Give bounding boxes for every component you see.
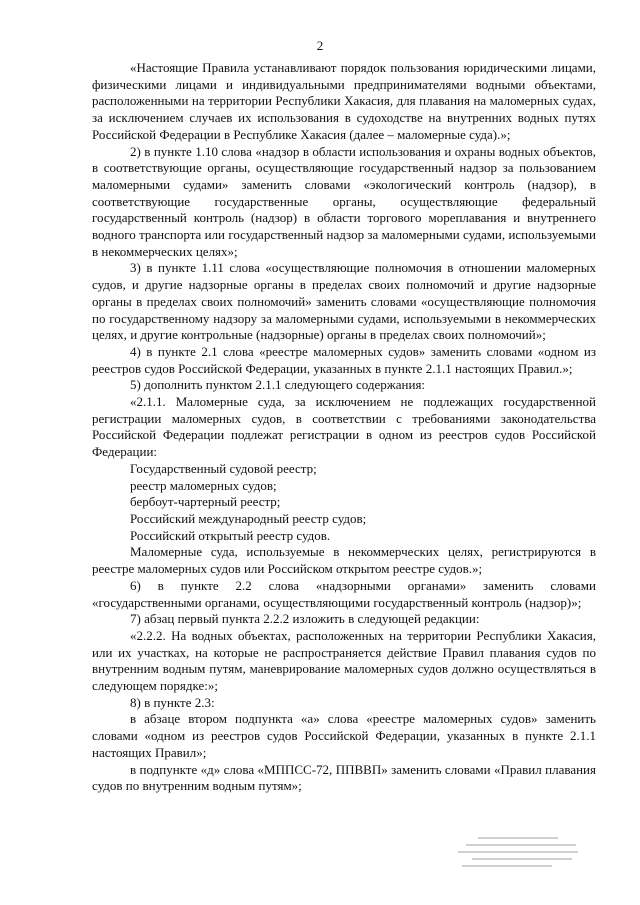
- paragraph: в подпункте «д» слова «МППСС-72, ППВВП» заменить словами «Правил плавания судов по внутренним водным путям»;: [92, 761, 596, 794]
- list-item: Российский международный реестр судов;: [130, 510, 367, 526]
- page-number: 2: [316, 38, 324, 53]
- paragraph: «Настоящие Правила устанавливают порядок пользования юридическими лицами, физическими лицами и индивидуальными предпринимателями водными объектами, расположенными на территории Республики Хакасия, для плавания на маломерных судах, за исключением случаев их использования в судоходстве на внутренних водных путях Российской Федерации в Республике Хакасия (далее – маломерные суда).»;: [92, 60, 596, 142]
- paragraph: 2) в пункте 1.10 слова «надзор в области использования и охраны водных объектов, в соответствующие органы, осуществляющие государственный надзор за пользованием маломерными судами» заменить словами «экологический контроль (надзор), в соответствующие государственные органы, осуществляющие федеральный государственный контроль (надзор) в области торгового мореплавания и внутреннего водного транспорта или государственный надзор за маломерными судами, используемыми в некоммерческих целях»;: [92, 143, 596, 259]
- document-body: [92, 60, 596, 795]
- faint-stamp: [458, 832, 588, 890]
- paragraph: 8) в пункте 2.3:: [130, 694, 215, 710]
- list-item: Российский открытый реестр судов.: [130, 527, 331, 543]
- list-item: реестр маломерных судов;: [130, 477, 277, 493]
- paragraph: 6) в пункте 2.2 слова «надзорными органами» заменить словами «государственными органами, осуществляющими государственный контроль (надзор)»;: [92, 577, 596, 610]
- paragraph: «2.1.1. Маломерные суда, за исключением не подлежащих государственной регистрации маломерных судов, в соответствии с требованиями законодательства Российской Федерации подлежат регистрации в одном из реестров судов Российской Федерации:: [92, 394, 596, 460]
- list-item: бербоут-чартерный реестр;: [130, 494, 281, 510]
- paragraph: в абзаце втором подпункта «а» слова «реестре маломерных судов» заменить словами «одном из реестров судов Российской Федерации, указанных в пункте 2.1.1 настоящих Правил»;: [92, 711, 596, 760]
- paragraph: 4) в пункте 2.1 слова «реестре маломерных судов» заменить словами «одном из реестров судов Российской Федерации, указанных в пункте 2.1.1 настоящих Правил.»;: [92, 343, 596, 376]
- paragraph: 3) в пункте 1.11 слова «осуществляющие полномочия в отношении маломерных судов, и другие надзорные органы в пределах своих полномочий и другие надзорные органы в пределах своих полномочий» заменить словами «осуществляющие полномочия по государственному надзору за маломерными судами, используемыми в некоммерческих целях, и другие контрольные (надзорные) органы в пределах своих полномочий»;: [92, 260, 596, 343]
- list-item: Государственный судовой реестр;: [130, 460, 317, 476]
- paragraph: 7) абзац первый пункта 2.2.2 изложить в следующей редакции:: [130, 611, 480, 627]
- paragraph: 5) дополнить пунктом 2.1.1 следующего содержания:: [130, 377, 426, 393]
- paragraph: «2.2.2. На водных объектах, расположенных на территории Республики Хакасия, или их участках, на которые не распространяется действие Правил плавания судов по внутренним водным путям, маневрирование маломерных судов должно осуществляться в следующем порядке:»;: [92, 627, 596, 694]
- paragraph: Маломерные суда, используемые в некоммерческих целях, регистрируются в реестре маломерных судов или Российском открытом реестре судов.»;: [92, 544, 596, 577]
